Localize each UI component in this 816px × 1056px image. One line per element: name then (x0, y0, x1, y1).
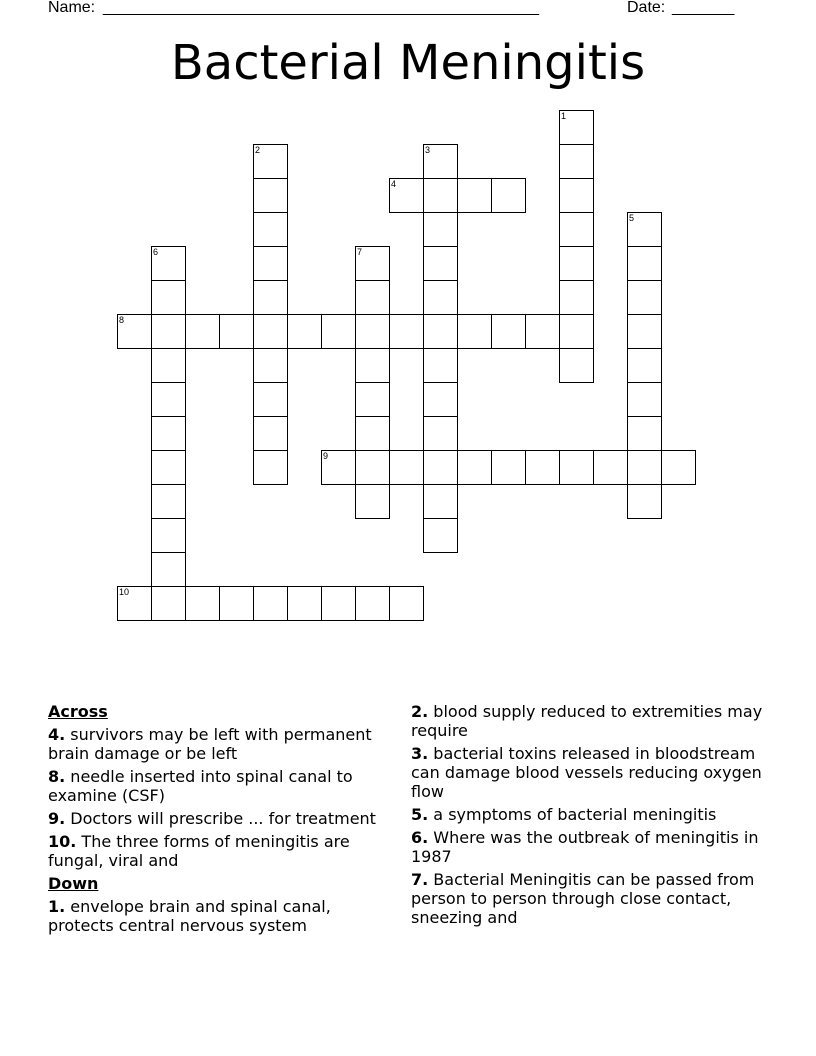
page-title: Bacterial Meningitis (170, 35, 646, 91)
grid-cell[interactable] (117, 314, 152, 349)
grid-cell[interactable] (525, 450, 560, 485)
name-label: Name: (48, 0, 100, 16)
grid-cell[interactable] (321, 586, 356, 621)
grid-cell[interactable] (457, 178, 492, 213)
clue-number-label: 6 (153, 247, 159, 257)
grid-cell[interactable] (151, 450, 186, 485)
grid-cell[interactable] (321, 314, 356, 349)
grid-cell[interactable] (423, 518, 458, 553)
grid-cell[interactable] (389, 450, 424, 485)
clue-text: blood supply reduced to extremities may require (411, 702, 763, 740)
grid-cell[interactable] (185, 314, 220, 349)
grid-cell[interactable] (559, 246, 594, 281)
clue-down-1 (48, 897, 398, 935)
date-line[interactable]: _______ (672, 0, 735, 16)
grid-cell[interactable] (559, 178, 594, 213)
date-label: Date: (627, 0, 670, 16)
grid-cell[interactable] (559, 450, 594, 485)
grid-cell[interactable] (627, 416, 662, 451)
grid-cell[interactable] (423, 484, 458, 519)
clue-number-label: 3 (425, 145, 431, 155)
clue-number: 3. (411, 744, 429, 763)
grid-cell[interactable] (287, 586, 322, 621)
grid-cell[interactable] (253, 314, 288, 349)
grid-cell[interactable] (151, 586, 186, 621)
grid-cell[interactable] (355, 450, 390, 485)
grid-cell[interactable] (355, 314, 390, 349)
clue-number: 7. (411, 870, 429, 889)
clue-text: a symptoms of bacterial meningitis (428, 805, 717, 824)
grid-cell[interactable] (151, 280, 186, 315)
grid-cell[interactable] (355, 416, 390, 451)
clue-text: Bacterial Meningitis can be passed from person to person through close contact, sneezing and (411, 870, 755, 927)
grid-cell[interactable] (151, 382, 186, 417)
grid-cell[interactable] (151, 484, 186, 519)
clue-across-8 (48, 767, 398, 805)
grid-cell[interactable] (355, 280, 390, 315)
grid-cell[interactable] (355, 484, 390, 519)
grid-cell[interactable] (253, 586, 288, 621)
grid-cell[interactable] (627, 348, 662, 383)
grid-cell[interactable] (355, 348, 390, 383)
clue-number: 2. (411, 702, 429, 721)
grid-cell[interactable] (423, 348, 458, 383)
grid-cell[interactable] (219, 314, 254, 349)
grid-cell[interactable] (423, 246, 458, 281)
clue-down-7 (411, 870, 771, 927)
grid-cell[interactable] (355, 586, 390, 621)
grid-cell[interactable] (389, 314, 424, 349)
grid-cell[interactable] (355, 246, 390, 281)
grid-cell[interactable] (389, 586, 424, 621)
grid-cell[interactable] (593, 450, 628, 485)
grid-cell[interactable] (151, 416, 186, 451)
clue-text: survivors may be left with permanent brain damage or be left (48, 725, 372, 763)
grid-cell[interactable] (423, 280, 458, 315)
grid-cell[interactable] (627, 314, 662, 349)
grid-cell[interactable] (423, 416, 458, 451)
clue-number-label: 4 (391, 179, 397, 189)
grid-cell[interactable] (627, 382, 662, 417)
grid-cell[interactable] (457, 314, 492, 349)
clue-down-6 (411, 828, 771, 866)
clue-number-label: 10 (119, 587, 130, 597)
down-heading: Down (48, 874, 99, 893)
grid-cell[interactable] (627, 484, 662, 519)
grid-cell[interactable] (627, 212, 662, 247)
grid-cell[interactable] (151, 314, 186, 349)
grid-cell[interactable] (627, 246, 662, 281)
grid-cell[interactable] (559, 212, 594, 247)
grid-cell[interactable] (253, 144, 288, 179)
grid-cell[interactable] (491, 450, 526, 485)
grid-cell[interactable] (423, 144, 458, 179)
grid-cell[interactable] (253, 178, 288, 213)
grid-cell[interactable] (559, 314, 594, 349)
clue-number-label: 7 (357, 247, 363, 257)
clue-number: 8. (48, 767, 66, 786)
grid-cell[interactable] (117, 586, 152, 621)
grid-cell[interactable] (627, 450, 662, 485)
grid-cell[interactable] (559, 280, 594, 315)
clue-text: The three forms of meningitis are fungal, viral and (48, 832, 350, 870)
clue-text: envelope brain and spinal canal, protects central nervous system (48, 897, 331, 935)
grid-cell[interactable] (491, 178, 526, 213)
grid-cell[interactable] (559, 348, 594, 383)
clue-number: 5. (411, 805, 429, 824)
grid-cell[interactable] (287, 314, 322, 349)
grid-cell[interactable] (151, 246, 186, 281)
grid-cell[interactable] (253, 280, 288, 315)
grid-cell[interactable] (423, 314, 458, 349)
grid-cell[interactable] (253, 450, 288, 485)
grid-cell[interactable] (253, 212, 288, 247)
grid-cell[interactable] (491, 314, 526, 349)
grid-cell[interactable] (253, 246, 288, 281)
grid-cell[interactable] (423, 178, 458, 213)
clue-text: Doctors will prescribe ... for treatment (65, 809, 376, 828)
grid-cell[interactable] (151, 348, 186, 383)
clue-across-9 (48, 809, 398, 828)
clue-down-2 (411, 702, 771, 740)
clue-number-label: 1 (561, 111, 567, 121)
clue-number-label: 2 (255, 145, 261, 155)
clue-number-label: 5 (629, 213, 635, 223)
grid-cell[interactable] (423, 450, 458, 485)
grid-cell[interactable] (389, 178, 424, 213)
clue-across-4 (48, 725, 398, 763)
grid-cell[interactable] (219, 586, 254, 621)
grid-cell[interactable] (457, 450, 492, 485)
grid-cell[interactable] (559, 110, 594, 145)
clue-number-label: 8 (119, 315, 125, 325)
grid-cell[interactable] (185, 586, 220, 621)
clue-text: Where was the outbreak of meningitis in 1987 (411, 828, 759, 866)
grid-cell[interactable] (151, 518, 186, 553)
grid-cell[interactable] (423, 212, 458, 247)
grid-cell[interactable] (321, 450, 356, 485)
clues-left-column (48, 702, 398, 939)
clue-number: 9. (48, 809, 66, 828)
clue-number: 10. (48, 832, 77, 851)
grid-cell[interactable] (151, 552, 186, 587)
clue-across-10 (48, 832, 398, 870)
clue-number: 4. (48, 725, 66, 744)
name-line[interactable]: _________________________________________________ (103, 0, 540, 16)
clue-text: needle inserted into spinal canal to examine (CSF) (48, 767, 353, 805)
clue-text: bacterial toxins released in bloodstream can damage blood vessels reducing oxygen flow (411, 744, 762, 801)
clue-number: 6. (411, 828, 429, 847)
grid-cell[interactable] (253, 416, 288, 451)
grid-cell[interactable] (355, 382, 390, 417)
clue-down-5 (411, 805, 771, 824)
clue-number-label: 9 (323, 451, 329, 461)
grid-cell[interactable] (627, 280, 662, 315)
across-heading: Across (48, 702, 108, 721)
grid-cell[interactable] (423, 382, 458, 417)
clues-right-column (411, 702, 771, 931)
grid-cell[interactable] (253, 348, 288, 383)
grid-cell[interactable] (253, 382, 288, 417)
clue-number: 1. (48, 897, 66, 916)
grid-cell[interactable] (559, 144, 594, 179)
clue-down-3 (411, 744, 771, 801)
grid-cell[interactable] (661, 450, 696, 485)
grid-cell[interactable] (525, 314, 560, 349)
